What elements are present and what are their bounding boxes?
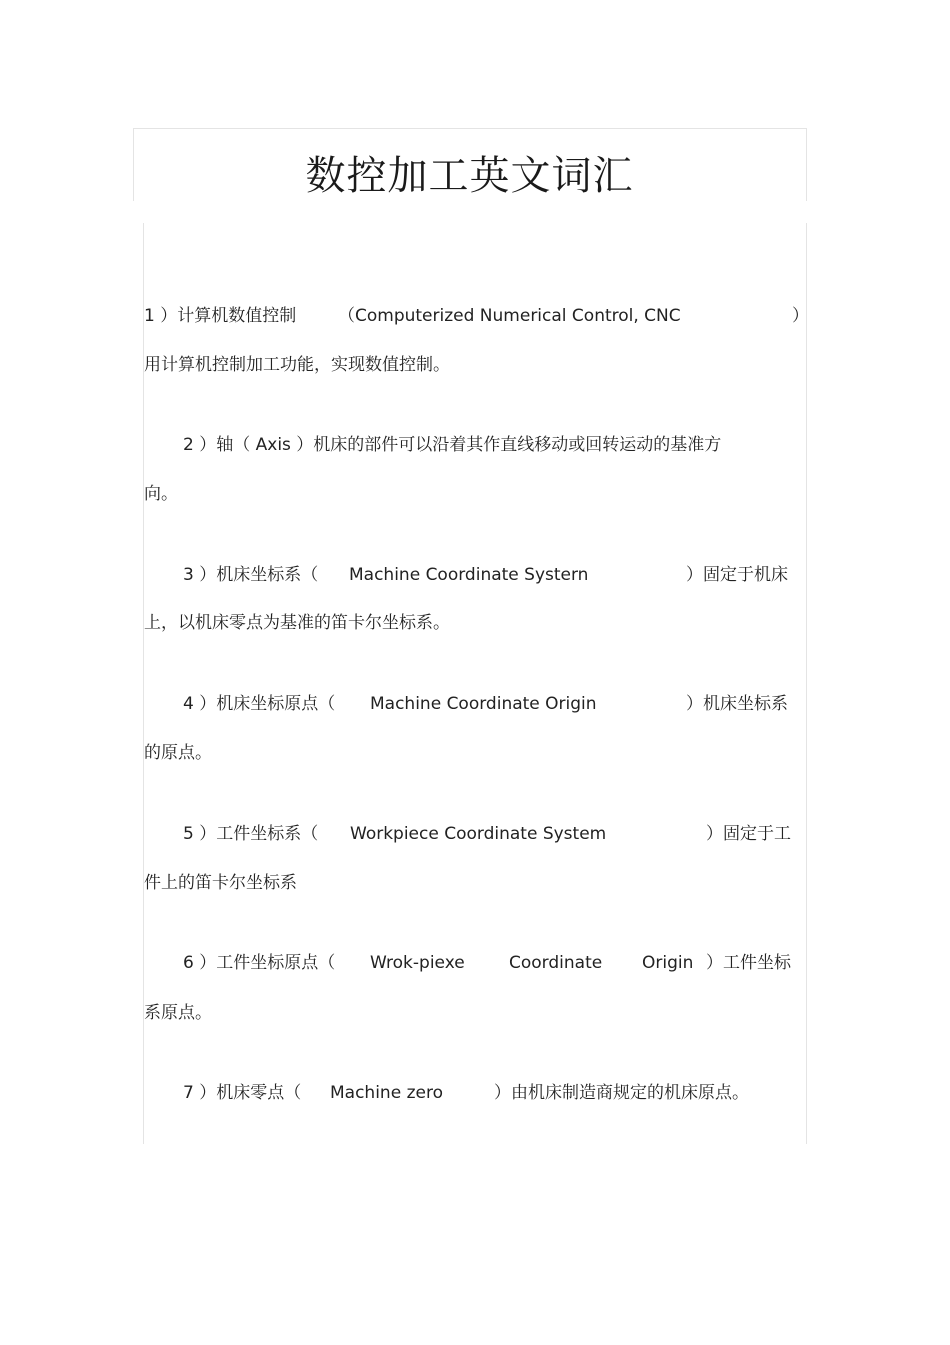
frame-right-line-body [806,223,807,1144]
entry-3-line-1-a: 3 ）机床坐标系（ [183,565,319,585]
entry-4-line-1-a: 4 ）机床坐标原点（ [183,694,336,714]
entry-4-line-1-c: ）机床坐标系 [686,694,788,714]
entry-2-line-2: 向。 [144,484,178,504]
entry-7-line-1-a: 7 ）机床零点（ [183,1083,302,1103]
entry-4-line-2: 的原点。 [144,743,212,763]
entry-3-line-2: 上，以机床零点为基准的笛卡尔坐标系。 [144,613,450,633]
entry-5-line-2: 件上的笛卡尔坐标系 [144,873,297,893]
entry-1-line-2: 用计算机控制加工功能，实现数值控制。 [144,355,450,375]
entry-5-line-1-a: 5 ）工件坐标系（ [183,824,319,844]
entry-3-line-1-c: ）固定于机床 [686,565,788,585]
entry-7-line-1-b: Machine zero [330,1083,443,1103]
entry-4-line-1-b: Machine Coordinate Origin [370,694,597,714]
entry-6-line-2: 系原点。 [144,1003,212,1023]
entry-6-line-1-b2: Coordinate [509,953,603,973]
page-title: 数控加工英文词汇 [305,153,634,199]
frame-top-line [133,128,807,129]
entry-2-line-1: 2 ）轴（ Axis ）机床的部件可以沿着其作直线移动或回转运动的基准方 [183,435,722,455]
entry-6-line-1-a: 6 ）工件坐标原点（ [183,953,336,973]
entry-1-line-1-a: 1 ）计算机数值控制 [144,306,297,326]
frame-right-line-top [806,128,807,201]
entry-7-line-1-c: ）由机床制造商规定的机床原点。 [494,1083,749,1103]
entry-1-line-1-b: （Computerized Numerical Control, CNC [338,306,681,326]
entry-5-line-1-b: Workpiece Coordinate System [350,824,607,844]
entry-6-line-1-b3: Origin [642,953,694,973]
entry-6-line-1-c: ）工件坐标 [706,953,791,973]
entry-3-line-1-b: Machine Coordinate Systern [349,565,589,585]
entry-1-line-1-c: ） [792,306,809,326]
entry-5-line-1-c: ）固定于工 [706,824,791,844]
entry-6-line-1-b: Wrok-piexe [370,953,465,973]
